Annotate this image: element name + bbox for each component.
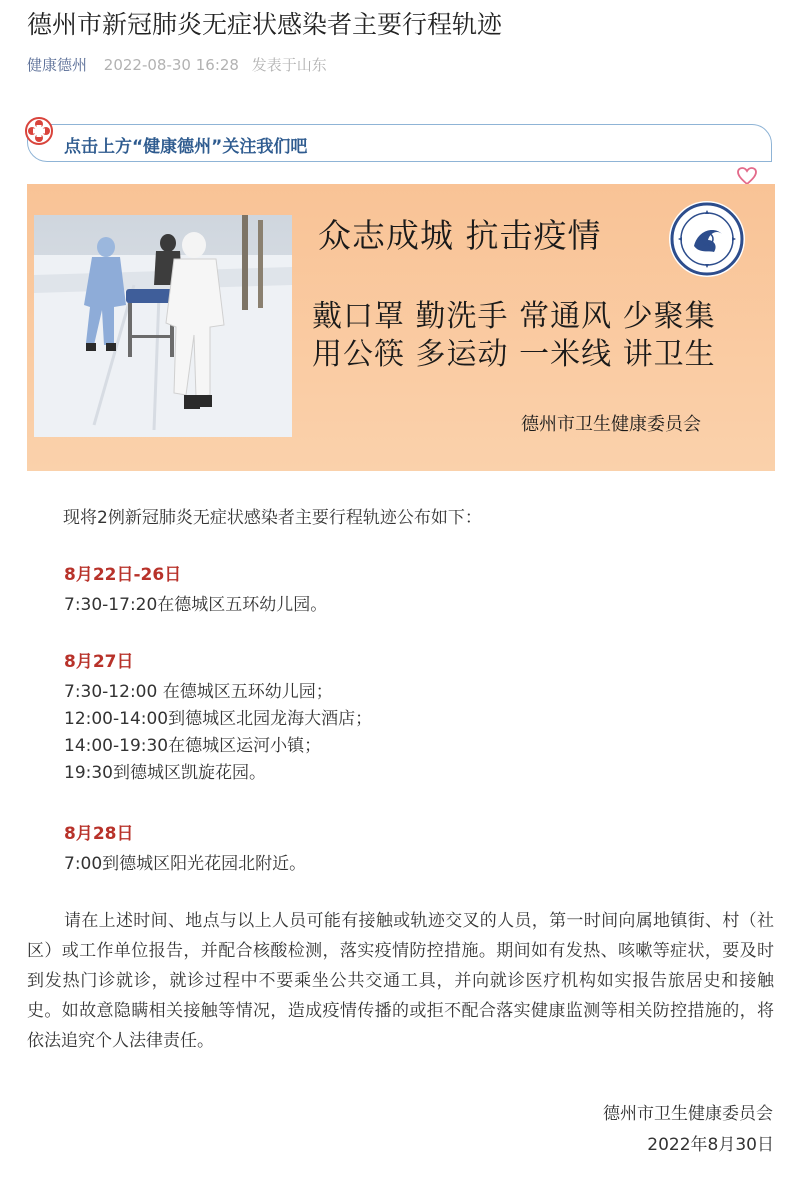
date-heading: 8月22日-26日 [64,565,182,585]
banner-photo [34,215,292,437]
article-title: 德州市新冠肺炎无症状感染者主要行程轨迹 [27,10,503,39]
signature-organization: 德州市卫生健康委员会 [603,1104,773,1124]
publish-location: 发表于山东 [251,56,327,74]
banner-slogan-line-1: 戴口罩 勤洗手 常通风 少聚集 [312,299,716,334]
health-commission-emblem-icon [668,200,746,278]
banner-organization: 德州市卫生健康委员会 [521,414,701,435]
date-heading: 8月27日 [64,652,134,672]
account-name-link[interactable]: 健康德州 [27,56,88,74]
follow-prompt-text[interactable]: 点击上方“健康德州”关注我们吧 [64,137,308,157]
intro-paragraph: 现将2例新冠肺炎无症状感染者主要行程轨迹公布如下： [63,508,482,528]
heart-icon [736,166,758,186]
itinerary-line: 7:30-12:00 在德城区五环幼儿园； [64,682,333,702]
health-cross-badge-icon [24,116,54,146]
article-meta [27,54,327,76]
itinerary-line: 12:00-14:00到德城区北园龙海大酒店； [64,709,373,729]
publish-date: 2022-08-30 16:28 [103,56,239,74]
banner-headline: 众志成城 抗击疫情 [318,216,602,255]
itinerary-line: 19:30到德城区凯旋花园。 [64,763,266,783]
banner-slogan-line-2: 用公筷 多运动 一米线 讲卫生 [312,337,716,372]
date-heading: 8月28日 [64,824,134,844]
itinerary-line: 14:00-19:30在德城区运河小镇； [64,736,322,756]
notice-paragraph: 请在上述时间、地点与以上人员可能有接触或轨迹交叉的人员，第一时间向属地镇街、村（社区）或工作单位报告，并配合核酸检测，落实疫情防控措施。期间如有发热、咳嗽等症状，要及时到发热门诊就诊，就诊过程中不要乘坐公共交通工具，并向就诊医疗机构如实报告旅居史和接触史。如故意隐瞒相关接触等情况，造成疫情传播的或拒不配合落实健康监测等相关防控措施的，将依法追究个人法律责任。 [27,911,774,1051]
signature-date: 2022年8月30日 [647,1135,774,1155]
itinerary-line: 7:30-17:20在德城区五环幼儿园。 [64,595,328,615]
itinerary-line: 7:00到德城区阳光花园北附近。 [64,854,307,874]
